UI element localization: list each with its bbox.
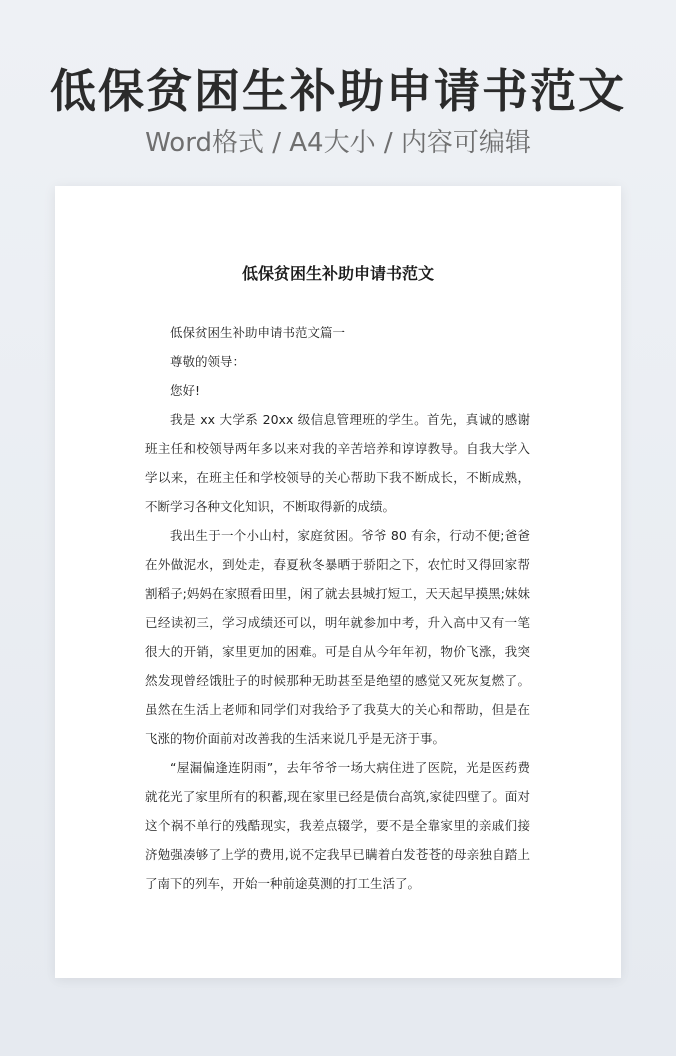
- paragraph: “屋漏偏逢连阴雨”，去年爷爷一场大病住进了医院，光是医药费就花光了家里所有的积蓄,现在家里已经是债台高筑,家徒四壁了。面对这个祸不单行的残酷现实，我差点辍学，要不是全靠家里的亲戚们接济勉强凑够了上学的费用,说不定我早已瞒着白发苍苍的母亲独自踏上了南下的列车，开始一种前途莫测的打工生活了。: [145, 760, 530, 891]
- banner-subtitle: Word格式 / A4大小 / 内容可编辑: [145, 128, 531, 158]
- document-body: [145, 318, 530, 898]
- banner-header: [0, 58, 676, 160]
- banner-title: 低保贫困生补助申请书范文: [50, 64, 626, 118]
- greeting: 您好!: [170, 383, 201, 398]
- document-page: [55, 186, 621, 978]
- document-title: 低保贫困生补助申请书范文: [241, 264, 434, 283]
- paragraph: 我是 xx 大学系 20xx 级信息管理班的学生。首先，真诚的感谢班主任和校领导两年多以来对我的辛苦培养和谆谆教导。自我大学入学以来，在班主任和学校领导的关心帮助下我不断成长，不断成熟，不断学习各种文化知识，不断取得新的成绩。: [145, 412, 530, 514]
- section-heading: 低保贫困生补助申请书范文篇一: [170, 325, 346, 340]
- paragraph: 我出生于一个小山村，家庭贫困。爷爷 80 有余，行动不便;爸爸在外做泥水，到处走，春夏秋冬暴晒于骄阳之下，农忙时又得回家帮割稻子;妈妈在家照看田里，闲了就去县城打短工，天天起早摸黑;妹妹已经读初三，学习成绩还可以，明年就参加中考，升入高中又有一笔很大的开销，家里更加的困难。可是自从今年年初，物价飞涨，我突然发现曾经饿肚子的时候那种无助甚至是绝望的感觉又死灰复燃了。虽然在生活上老师和同学们对我给予了我莫大的关心和帮助，但是在飞涨的物价面前对改善我的生活来说几乎是无济于事。: [145, 528, 530, 746]
- salutation: 尊敬的领导：: [170, 354, 246, 369]
